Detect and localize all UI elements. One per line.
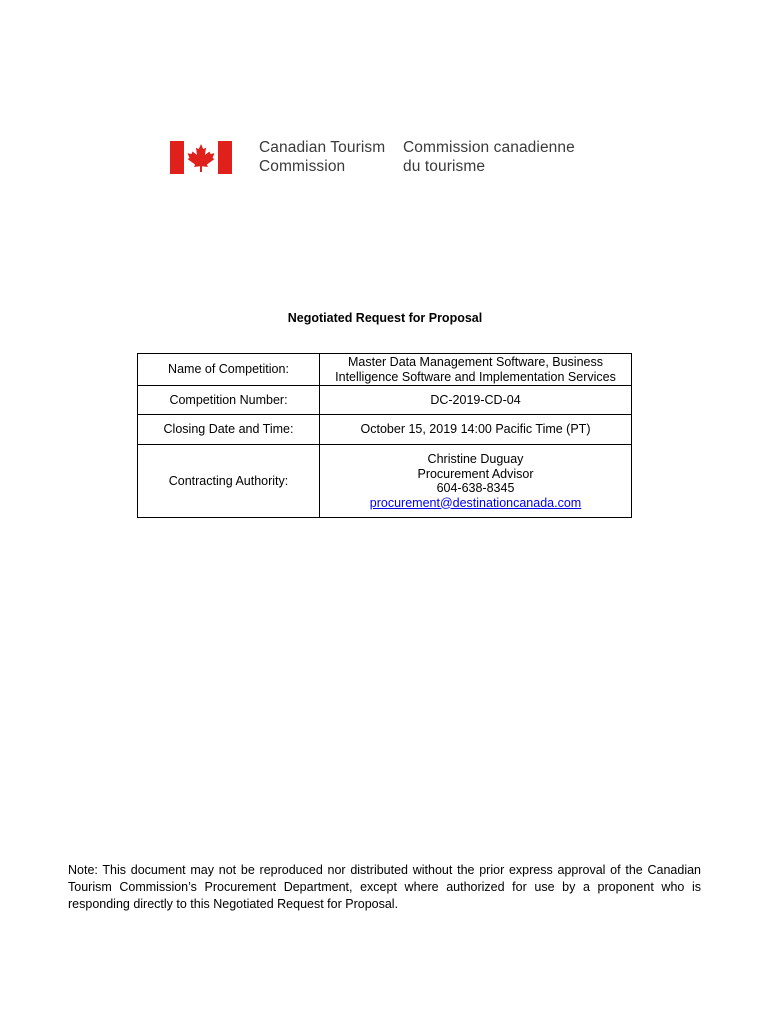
contracting-authority-label: Contracting Authority: — [138, 445, 320, 518]
logo-english-line-2: Commission — [259, 158, 346, 175]
table-row — [138, 386, 632, 415]
document-title: Negotiated Request for Proposal — [287, 311, 483, 325]
contact-name: Christine Duguay — [427, 452, 524, 466]
competition-number-label: Competition Number: — [138, 386, 320, 415]
closing-date-label: Closing Date and Time: — [138, 415, 320, 445]
logo-french-line-1: Commission canadienne — [403, 139, 575, 156]
canada-flag-icon — [170, 141, 232, 174]
logo-english-name — [259, 138, 385, 176]
value-line: Intelligence Software and Implementation Services — [335, 369, 616, 384]
table-row — [138, 354, 632, 386]
logo-english-line-1: Canadian Tourism — [259, 139, 386, 156]
reproduction-note: Note: This document may not be reproduced nor distributed without the prior express approval of the Canadian Tourism Commission’s Procurement Department, except where authorized for use by a proponent who is responding directly to this Negotiated Request for Proposal. — [68, 863, 701, 911]
contracting-authority-value — [320, 445, 632, 518]
competition-info-table — [137, 353, 632, 518]
closing-date-value: October 15, 2019 14:00 Pacific Time (PT) — [320, 415, 632, 445]
logo-french-line-2: du tourisme — [403, 158, 486, 175]
competition-name-value — [320, 354, 632, 386]
table-row — [138, 415, 632, 445]
logo-french-name — [403, 138, 575, 176]
contact-title: Procurement Advisor — [417, 466, 534, 481]
contact-phone: 604-638-8345 — [436, 481, 515, 495]
competition-name-label: Name of Competition: — [138, 354, 320, 386]
competition-number-value: DC-2019-CD-04 — [320, 386, 632, 415]
contact-email-link[interactable]: procurement@destinationcanada.com — [369, 495, 582, 510]
value-line: Master Data Management Software, Business — [348, 355, 603, 369]
table-row — [138, 445, 632, 518]
ctc-logo — [170, 138, 575, 178]
